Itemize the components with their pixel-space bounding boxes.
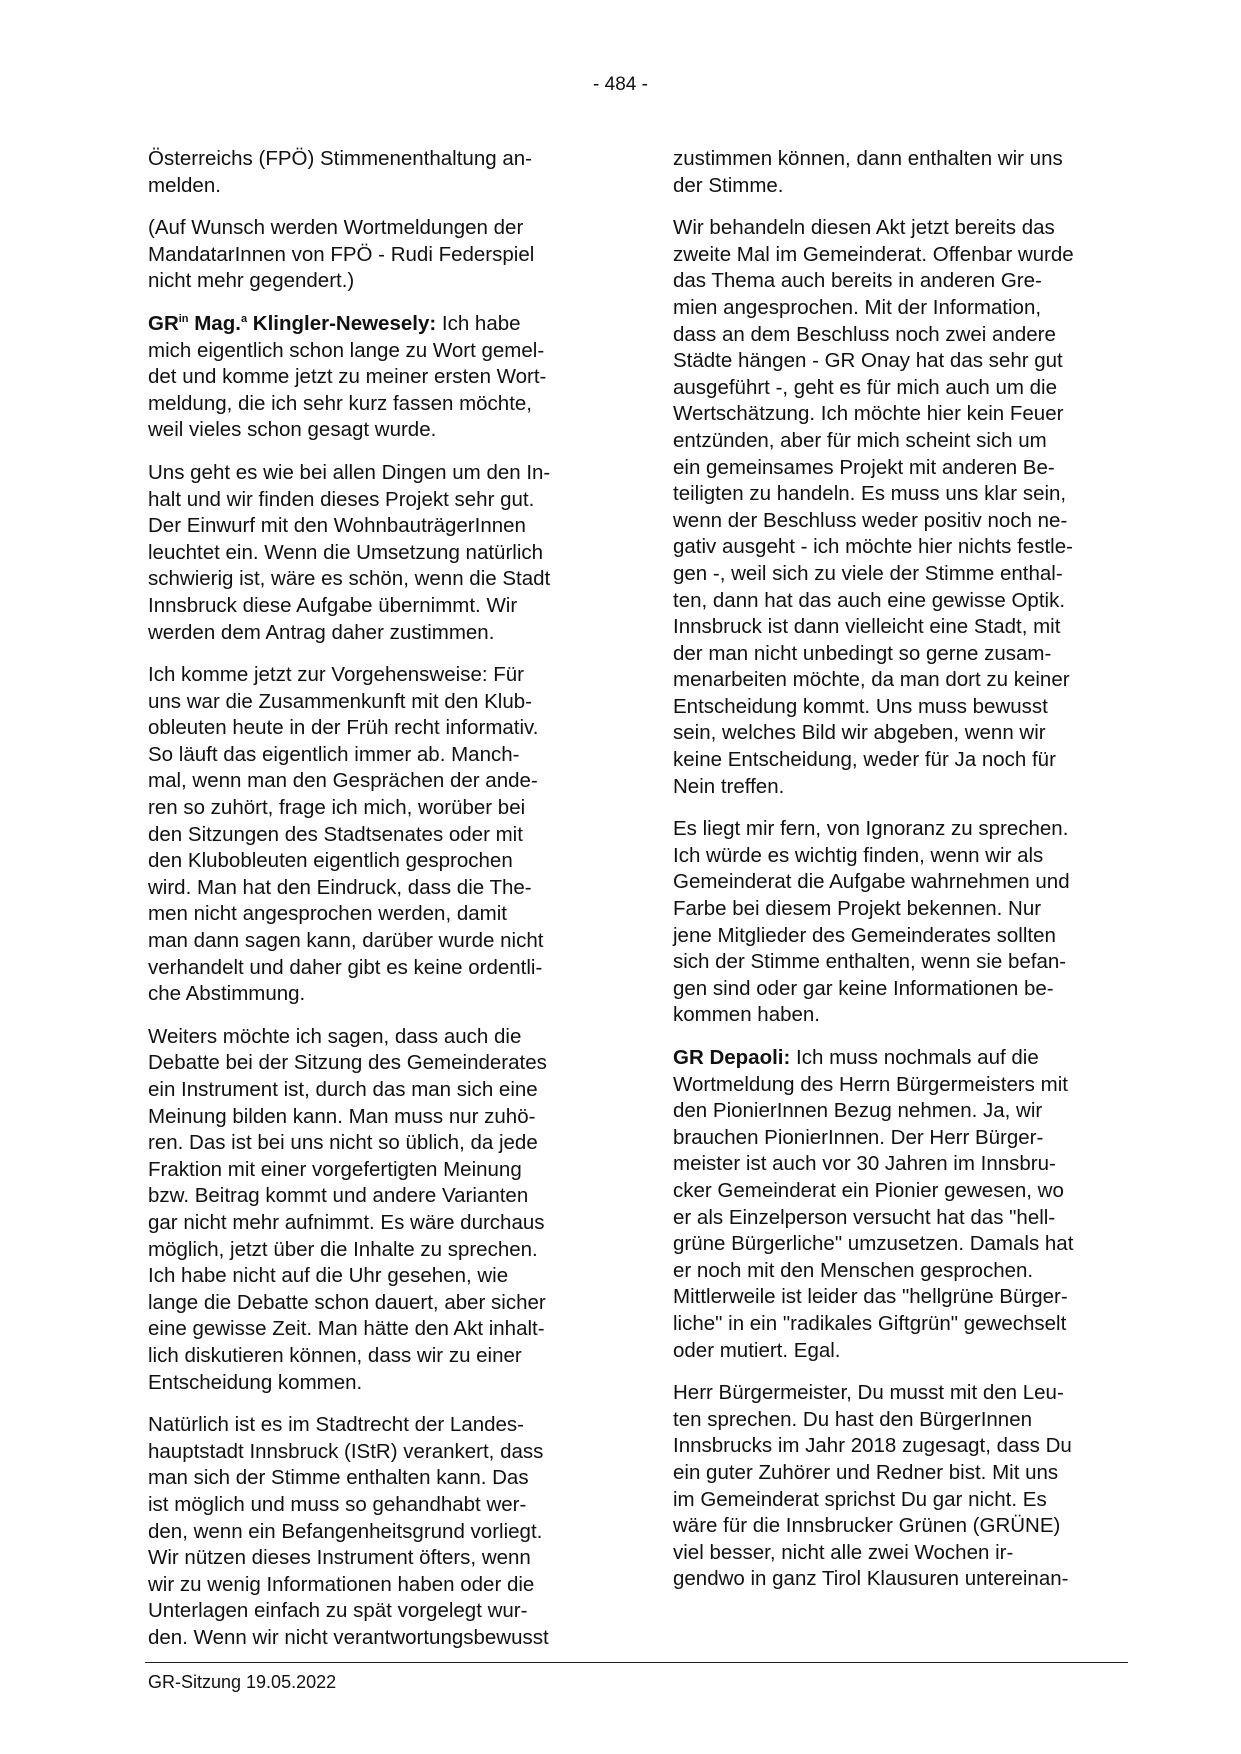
paragraph: Ich komme jetzt zur Vorgehensweise: Für uns war die Zusammenkunft mit den Klub- obleuten heute in der Früh recht informativ. So läuft das eigentlich immer ab. Manch- mal, wenn man den Gesprächen der ande- ren so zuhört, frage ich mich, worüber bei den Sitzungen des Stadtsenates oder mit den Klubobleuten eigentlich gesprochen wird. Man hat den Eindruck, dass die The- men nicht angesprochen werden, damit man dann sagen kann, darüber wurde nicht verhandelt und daher gibt es keine ordentli- che Abstimmung.	[148, 663, 544, 1006]
left-column	[148, 146, 596, 1667]
paragraph: Österreichs (FPÖ) Stimmenenthaltung an- melden.	[148, 147, 532, 197]
right-column	[673, 146, 1121, 1609]
paragraph: Natürlich ist es im Stadtrecht der Landes- hauptstadt Innsbruck (IStR) verankert, dass man sich der Stimme enthalten kann. Das ist möglich und muss so gehandhabt wer- den, wenn ein Befangenheitsgrund vorliegt. Wir nützen dieses Instrument öfters, wenn wir zu wenig Informationen haben oder die Unterlagen einfach zu spät vorgelegt wur- den. Wenn wir nicht verantwortungsbewusst	[148, 1413, 549, 1649]
footer-divider	[145, 1662, 1128, 1663]
page-number: - 484 -	[593, 74, 648, 95]
speaker-prefix: GR	[148, 311, 179, 335]
speech-text: Ich habe mich eigentlich schon lange zu Wort gemel- det und komme jetzt zu meiner ersten Wort- meldung, die ich sehr kurz fassen möchte, weil vieles schon gesagt wurde.	[148, 311, 547, 442]
speaker-title: Mag.	[188, 311, 241, 335]
speaker-name	[148, 312, 436, 335]
speech-paragraph	[148, 311, 596, 444]
speaker-prefix-superscript: in	[178, 313, 189, 326]
footer-session-date: GR-Sitzung 19.05.2022	[148, 1672, 337, 1692]
paragraph: Herr Bürgermeister, Du musst mit den Leu- ten sprechen. Du hast den BürgerInnen Innsbrucks im Jahr 2018 zugesagt, dass Du ein guter Zuhörer und Redner bist. Mit uns im Gemeinderat sprichst Du gar nicht. Es wäre für die Innsbrucker Grünen (GRÜNE) viel besser, nicht alle zwei Wochen ir- gendwo in ganz Tirol Klausuren untereinan-	[673, 1381, 1072, 1591]
paragraph: zustimmen können, dann enthalten wir uns der Stimme.	[673, 147, 1063, 197]
paragraph: Es liegt mir fern, von Ignoranz zu sprechen. Ich würde es wichtig finden, wenn wir als Gemeinderat die Aufgabe wahrnehmen und Farbe bei diesem Projekt bekennen. Nur jene Mitglieder des Gemeinderates sollten sich der Stimme enthalten, wenn sie befan- gen sind oder gar keine Informationen be- kommen haben.	[673, 817, 1070, 1027]
paragraph: Weiters möchte ich sagen, dass auch die Debatte bei der Sitzung des Gemeinderates ein Instrument ist, durch das man sich eine Meinung bilden kann. Man muss nur zuhö- ren. Das ist bei uns nicht so üblich, da jede Fraktion mit einer vorgefertigten Meinung bzw. Beitrag kommt und andere Varianten gar nicht mehr aufnimmt. Es wäre durchaus möglich, jetzt über die Inhalte zu sprechen. Ich habe nicht auf die Uhr gesehen, wie lange die Debatte schon dauert, aber sicher eine gewisse Zeit. Man hätte den Akt inhalt- lich diskutieren können, dass wir zu einer Entscheidung kommen.	[148, 1024, 547, 1394]
speaker-title-superscript: a	[240, 313, 248, 326]
speaker-name: GR Depaoli:	[673, 1046, 791, 1069]
speech-paragraph	[673, 1045, 1121, 1364]
paragraph: (Auf Wunsch werden Wortmeldungen der MandatarInnen von FPÖ - Rudi Federspiel nicht mehr gegendert.)	[148, 216, 535, 293]
speech-text: Ich muss nochmals auf die Wortmeldung des Herrn Bürgermeisters mit den PionierInnen Bezug nehmen. Ja, wir brauchen PionierInnen. Der Herr Bürger- meister ist auch vor 30 Jahren im Innsbru- cker Gemeinderat ein Pionier gewesen, wo er als Einzelperson versucht hat das "hell- grüne Bürgerliche" umzusetzen. Damals hat er noch mit den Menschen gesprochen. Mittlerweile ist leider das "hellgrüne Bürger- liche" in ein "radikales Giftgrün" gewechselt oder mutiert. Egal.	[673, 1046, 1074, 1362]
paragraph: Wir behandeln diesen Akt jetzt bereits das zweite Mal im Gemeinderat. Offenbar wurde das Thema auch bereits in anderen Gre- mien angesprochen. Mit der Information, dass an dem Beschluss noch zwei andere Städte hängen - GR Onay hat das sehr gut ausgeführt -, geht es für mich auch um die Wertschätzung. Ich möchte hier kein Feuer entzünden, aber für mich scheint sich um ein gemeinsames Projekt mit anderen Be- teiligten zu handeln. Es muss uns klar sein, wenn der Beschluss weder positiv noch ne- gativ ausgeht - ich möchte hier nichts festle- gen -, weil sich zu viele der Stimme enthal- ten, dann hat das auch eine gewisse Optik. Innsbruck ist dann vielleicht eine Stadt, mit der man nicht unbedingt so gerne zusam- menarbeiten möchte, da man dort zu keiner Entscheidung kommt. Uns muss bewusst sein, welches Bild wir abgeben, wenn wir keine Entscheidung, weder für Ja noch für Nein treffen.	[673, 216, 1074, 798]
paragraph: Uns geht es wie bei allen Dingen um den In- halt und wir finden dieses Projekt sehr gut. Der Einwurf mit den WohnbauträgerInnen leuchtet ein. Wenn die Umsetzung natürlich schwierig ist, wäre es schön, wenn die Stadt Innsbruck diese Aufgabe übernimmt. Wir werden dem Antrag daher zustimmen.	[148, 460, 551, 644]
speaker-surname: Klingler-Newesely:	[247, 311, 437, 335]
